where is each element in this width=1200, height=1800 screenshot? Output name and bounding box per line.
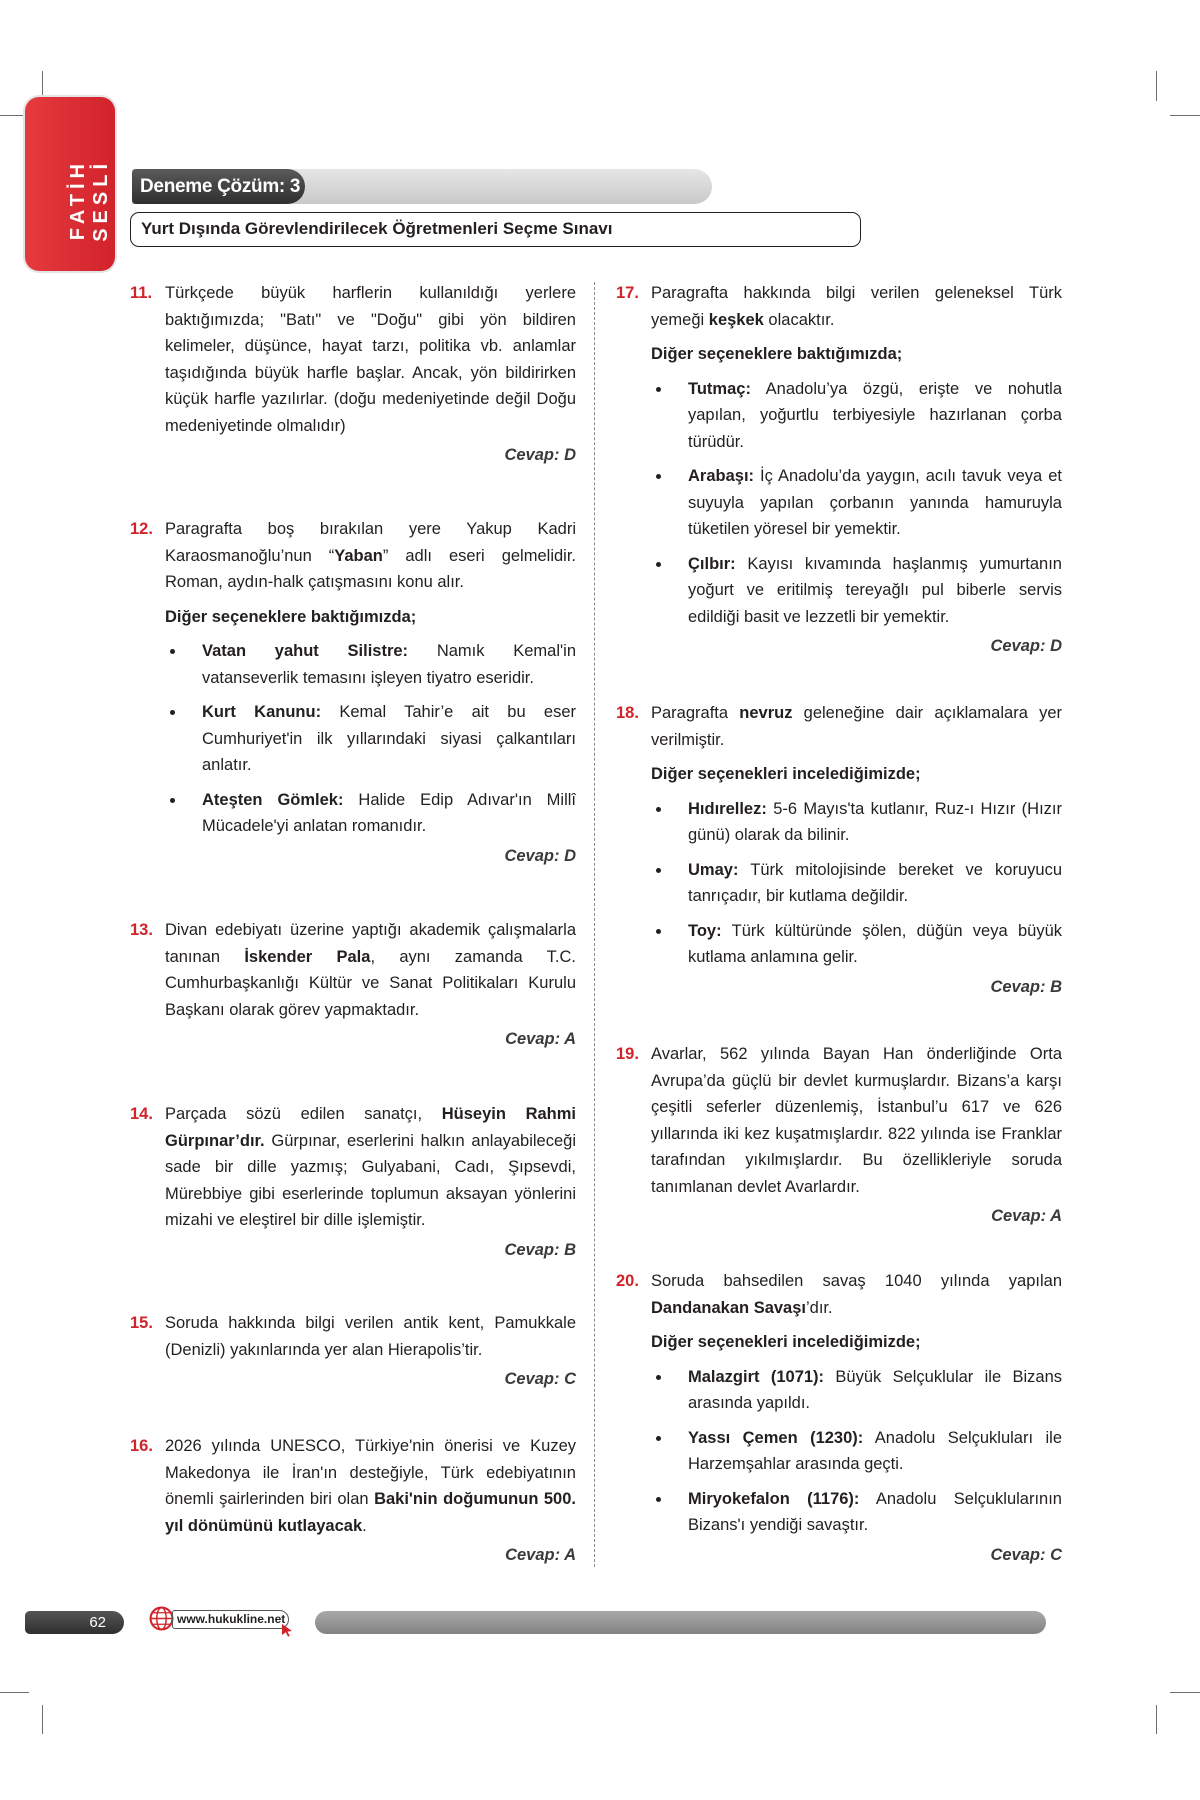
text-run: 5-6 Mayıs'ta kutlanır, Ruz-ı Hızır (Hızır günü) olarak da bilinir. [688,799,1062,844]
text-run: Gürpınar, eserlerini halkın anlayabileceği sade bir dille yazmış; Gulyabani, Cadı, Şıpsevdi, Mürebbiye gibi eserlerinde toplumun aksayan yönlerini mizahi ve eleştirel bir dille işlemiştir. [165,1131,576,1229]
question-18 [616,700,1062,1000]
question-body [165,1310,576,1393]
bold-text: Baki'nin doğumunun 500. yıl dönümünü kutlayacak [165,1490,576,1535]
bold-text: Ateşten Gömlek: [202,790,344,809]
answer-label: Cevap: D [990,637,1062,655]
author-first-name: FATİH [67,159,89,241]
text-run: Namık Kemal'in vatanseverlik temasını işleyen tiyatro eseridir. [202,642,576,687]
question-body [651,700,1062,1000]
bold-text: Miryokefalon (1176): [688,1489,860,1508]
question-body [165,1101,576,1263]
bold-text: keşkek [708,310,764,329]
question-number: 14. [130,1105,153,1123]
cursor-icon [281,1623,293,1637]
text-run: Paragrafta boş bırakılan yere Yakup Kadri Karaosmanoğlu’nun “ [165,520,576,565]
question-body [165,516,576,869]
bold-text: Malazgirt (1071): [688,1367,825,1386]
text-run: Parçada sözü edilen sanatçı, [165,1105,442,1123]
options-heading: Diğer seçenekleri incelediğimizde; [651,1333,921,1351]
text-run: ” adlı eseri gelmelidir. Roman, aydın-halk çatışmasını konu alır. [165,546,576,591]
option-item [688,1364,1062,1417]
text-run: Halide Edip Adıvar'ın Millî Mücadele'yi anlatan romanıdır. [202,790,576,835]
question-number: 13. [130,921,153,939]
bullet-icon [170,798,175,803]
question-body [165,1433,576,1569]
option-item [688,1425,1062,1478]
text-run: Soruda hakkında bilgi verilen antik kent, Pamukkale (Denizli) yakınlarında yer alan Hierapolis’tir. [165,1314,576,1359]
question-16 [130,1433,576,1569]
bullet-icon [656,1436,661,1441]
bold-text: Kurt Kanunu: [202,703,322,721]
answer-label: Cevap: C [504,1370,576,1388]
bullet-icon [656,562,661,567]
bullet-icon [656,807,661,812]
answer-label: Cevap: D [504,846,576,865]
question-17 [616,280,1062,660]
question-13 [130,917,576,1053]
question-explanation [165,280,576,439]
bullet-icon [170,649,175,654]
bold-text: Yaban [334,546,383,565]
question-body [651,1041,1062,1230]
crop-mark [0,1692,29,1693]
text-run: , aynı zamanda T.C. Cumhurbaşkanlığı Kültür ve Sanat Politikaları Kurulu Başkanı olarak görev yapmaktadır. [165,947,576,1019]
exam-title: Yurt Dışında Görevlendirilecek Öğretmenleri Seçme Sınavı [130,212,861,247]
author-side-tab [25,97,115,271]
text-run: Büyük Selçuklular ile Bizans arasında yapıldı. [688,1367,1062,1412]
option-item [202,699,576,779]
answer-label: Cevap: A [991,1207,1062,1225]
text-run: Türkçede büyük harflerin kullanıldığı yerlere baktığımızda; "Batı" ve "Doğu" gibi yön bildiren kelimeler, düşünce, hayat tarzı, politika vb. anlamlar taşıdığında büyük harfle başlar. Ancak, yön bildirirken küçük harfle yazılırlar. (doğu medeniyetinde değil Doğu medeniyetinde olmalıdır) [165,284,576,435]
question-11 [130,280,576,469]
option-item [688,857,1062,910]
option-item [688,918,1062,971]
question-19 [616,1041,1062,1230]
bold-text: Umay: [688,860,739,879]
bullet-icon [656,1497,661,1502]
bold-text: Hıdırellez: [688,799,767,818]
option-item [688,463,1062,543]
bold-text: İskender Pala [244,947,371,966]
bullet-icon [656,474,661,479]
option-item [202,787,576,840]
bold-text: Dandanakan Savaşı [651,1298,806,1317]
author-last-name: SESLİ [90,159,112,242]
question-number: 18. [616,704,639,722]
question-number: 19. [616,1045,639,1063]
question-body [651,1268,1062,1568]
question-number: 20. [616,1272,639,1290]
option-list [651,376,1062,631]
question-number: 12. [130,520,153,538]
question-explanation [165,1433,576,1539]
text-run: Türk kültüründe şölen, düğün veya büyük kutlama anlamına gelir. [688,921,1062,966]
question-explanation [651,280,1062,333]
question-number: 11. [130,284,153,302]
answer-label: Cevap: B [504,1240,576,1259]
crop-mark [1170,115,1200,116]
text-run: Avarlar, 562 yılında Bayan Han önderliğinde Orta Avrupa’da güçlü bir devlet kurmuşlardır. Bizans’a karşı çeşitli seferler düzenlemiş, İstanbul’u 617 ve 626 yıllarında iki kez kuşatmışlardır. 822 yılında ise Franklar tarafından yıkılmışlardır. Bu özellikleriyle soruda tanımlanan devlet Avarlardır. [651,1045,1062,1196]
bold-text: Toy: [688,921,722,940]
question-explanation [165,516,576,596]
text-run: Divan edebiyatı üzerine yaptığı akademik çalışmalarla tanınan [165,921,576,966]
bold-text: Vatan yahut Silistre: [202,642,409,660]
column-divider [594,282,595,1567]
question-explanation [651,700,1062,753]
text-run: Anadolu Selçuklularının Bizans'ı yendiği savaştır. [688,1489,1062,1534]
bullet-icon [656,868,661,873]
text-run: İç Anadolu’da yaygın, acılı tavuk veya et suyuyla yapılan çorbanın yanında hamuruyla tüketilen yöresel bir yemektir. [688,467,1062,538]
website-logo [149,1604,295,1638]
question-12 [130,516,576,869]
bullet-icon [656,1375,661,1380]
answer-label: Cevap: A [505,1030,576,1048]
question-explanation [165,1310,576,1363]
question-15 [130,1310,576,1393]
options-heading: Diğer seçenekleri incelediğimizde; [651,765,921,783]
bold-text: nevruz [739,704,793,722]
text-run: Kemal Tahir’e ait bu eser Cumhuriyet'in ilk yıllarındaki siyasi çalkantıları anlatır. [202,703,576,774]
answer-label: Cevap: A [505,1546,576,1564]
option-list [651,1364,1062,1539]
option-list [165,638,576,840]
bold-text: Çılbır: [688,554,736,573]
footer-bar [315,1611,1046,1634]
text-run: Anadolu Selçukluları ile Harzemşahlar arasında geçti. [688,1428,1062,1473]
text-run: Anadolu’ya özgü, erişte ve nohutla yapılan, yoğurtlu terbiyesiyle hazırlanan çorba türüdür. [688,379,1062,451]
crop-mark [1156,71,1157,101]
option-item [202,638,576,691]
question-explanation [165,917,576,1023]
question-explanation [651,1268,1062,1321]
exam-badge: Deneme Çözüm: 3 [132,169,305,204]
crop-mark [42,1705,43,1734]
text-run: Paragrafta [651,704,740,722]
crop-mark [1156,1705,1157,1734]
question-number: 15. [130,1314,153,1332]
question-body [165,280,576,469]
website-url: www.hukukline.net [172,1610,289,1629]
bullet-icon [170,710,175,715]
text-run: geleneğine dair açıklamalara yer verilmiştir. [651,704,1062,749]
text-run: Paragrafta hakkında bilgi verilen geleneksel Türk yemeği [651,284,1062,329]
option-list [651,796,1062,971]
option-item [688,376,1062,456]
text-run: 2026 yılında UNESCO, Türkiye'nin önerisi ve Kuzey Makedonya ile İran'ın desteğiyle, Türk edebiyatının önemli şairlerinden biri olan [165,1437,576,1508]
question-20 [616,1268,1062,1568]
question-body [651,280,1062,660]
answer-label: Cevap: C [990,1545,1062,1564]
answer-label: Cevap: D [504,446,576,464]
bold-text: Hüseyin Rahmi Gürpınar’dır. [165,1105,576,1150]
text-run: Soruda bahsedilen savaş 1040 yılında yapılan [651,1272,1062,1290]
option-item [688,1486,1062,1539]
options-heading: Diğer seçeneklere baktığımızda; [651,345,903,363]
question-explanation [651,1041,1062,1200]
text-run: . [362,1516,367,1535]
question-number: 16. [130,1437,153,1455]
bold-text: Arabaşı: [688,467,755,485]
question-explanation [165,1101,576,1234]
text-run: ’dır. [806,1298,833,1317]
question-body [165,917,576,1053]
bold-text: Yassı Çemen (1230): [688,1428,864,1447]
text-run: Kayısı kıvamında haşlanmış yumurtanın yoğurt ve eritilmiş tereyağlı pul biberle servis edildiği basit ve lezzetli bir yemektir. [688,554,1062,626]
question-14 [130,1101,576,1263]
page-number: 62 [25,1611,124,1634]
answer-label: Cevap: B [990,977,1062,996]
option-item [688,796,1062,849]
bullet-icon [656,929,661,934]
text-run: Türk mitolojisinde bereket ve koruyucu tanrıçadır, bir kutlama değildir. [688,860,1062,905]
bold-text: Tutmaç: [688,379,751,398]
globe-icon [149,1606,174,1631]
bullet-icon [656,387,661,392]
option-item [688,551,1062,631]
text-run: olacaktır. [763,310,835,329]
crop-mark [1170,1692,1200,1693]
question-number: 17. [616,284,639,302]
options-heading: Diğer seçeneklere baktığımızda; [165,607,417,626]
